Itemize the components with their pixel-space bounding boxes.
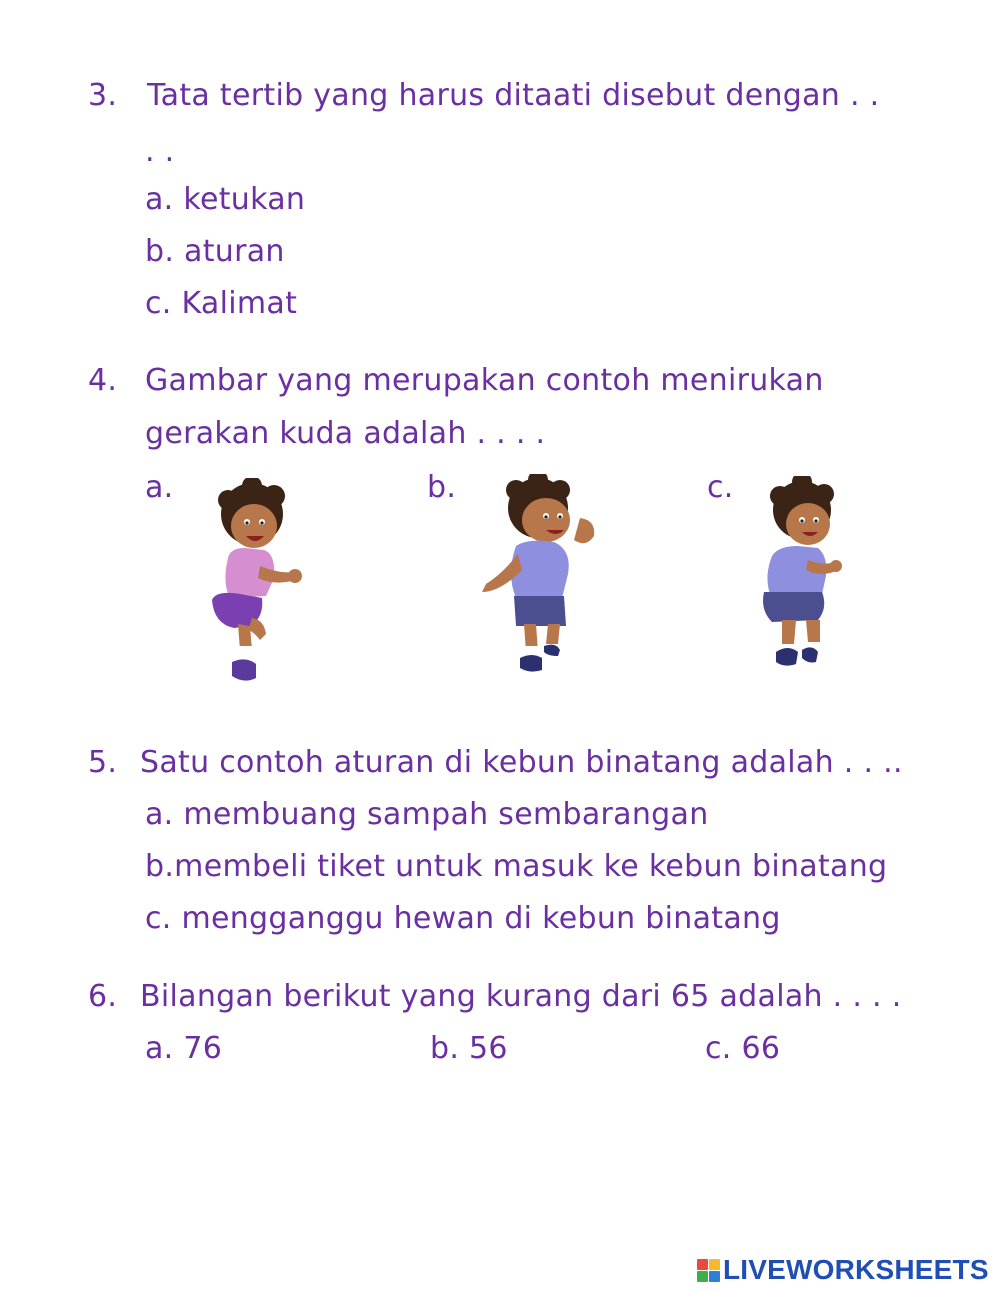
q3-option-b[interactable]: b. aturan (145, 234, 285, 269)
q3-text-continued: . . (145, 134, 175, 169)
q5-text: Satu contoh aturan di kebun binatang adalah . . .. (140, 745, 903, 780)
q5-number: 5. (88, 745, 118, 780)
boy-knee-raised-image[interactable] (200, 478, 310, 690)
q6-text: Bilangan berikut yang kurang dari 65 adalah . . . . (140, 979, 902, 1014)
q4-text-continued: gerakan kuda adalah . . . . (145, 416, 546, 451)
logo-blocks-icon (697, 1259, 720, 1282)
boy-jumping-image[interactable] (758, 476, 848, 676)
q5-option-a[interactable]: a. membuang sampah sembarangan (145, 797, 709, 832)
q4-text: Gambar yang merupakan contoh menirukan (145, 363, 824, 398)
q6-option-a[interactable]: a. 76 (145, 1031, 223, 1066)
q3-option-a[interactable]: a. ketukan (145, 182, 306, 217)
boy-running-image[interactable] (476, 474, 606, 678)
brand-name: LIVEWORKSHEETS (723, 1254, 989, 1285)
q4-option-a-label[interactable]: a. (145, 470, 174, 505)
q3-text: Tata tertib yang harus ditaati disebut dengan . . (147, 78, 880, 113)
q3-option-c[interactable]: c. Kalimat (145, 286, 298, 321)
liveworksheets-logo[interactable] (697, 1254, 989, 1286)
q4-option-b-label[interactable]: b. (427, 470, 457, 505)
q3-number: 3. (88, 78, 118, 113)
q5-option-b[interactable]: b.membeli tiket untuk masuk ke kebun binatang (145, 849, 888, 884)
q5-option-c[interactable]: c. mengganggu hewan di kebun binatang (145, 901, 781, 936)
q6-option-b[interactable]: b. 56 (430, 1031, 508, 1066)
q4-option-c-label[interactable]: c. (707, 470, 734, 505)
q4-number: 4. (88, 363, 118, 398)
q6-number: 6. (88, 979, 118, 1014)
q6-option-c[interactable]: c. 66 (705, 1031, 781, 1066)
